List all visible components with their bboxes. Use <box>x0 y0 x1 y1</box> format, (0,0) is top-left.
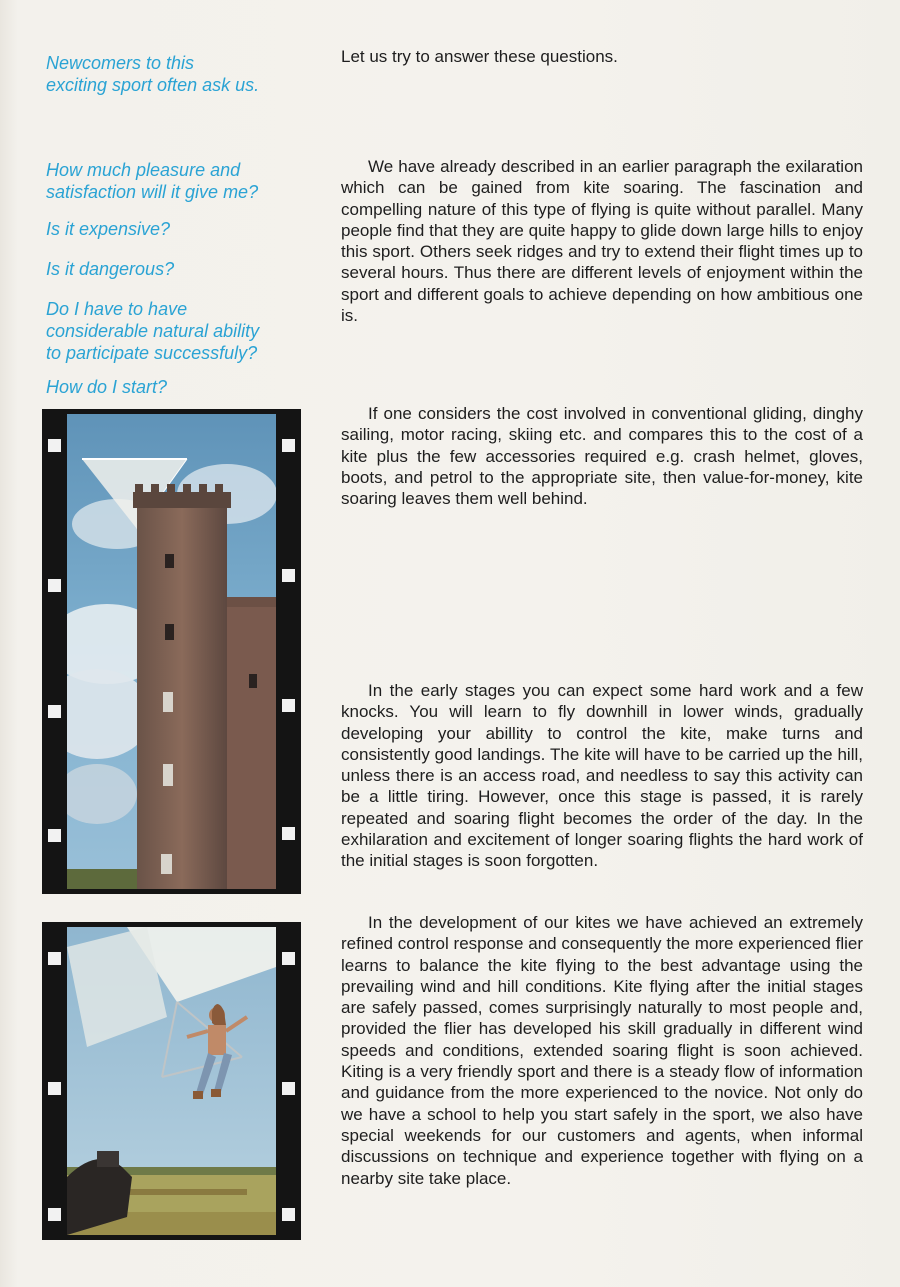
sprocket-hole <box>48 952 61 965</box>
film-strip-pilot-photo <box>42 922 301 1240</box>
sprocket-hole <box>282 827 295 840</box>
sprocket-hole <box>48 705 61 718</box>
question-expensive: Is it expensive? <box>46 219 171 239</box>
tower-photo <box>67 414 276 889</box>
question-start: How do I start? <box>46 377 168 397</box>
sprocket-hole <box>48 1082 61 1095</box>
tower-photo-illustration <box>67 414 276 889</box>
sprocket-hole <box>282 1208 295 1221</box>
sprocket-hole <box>282 1082 295 1095</box>
paragraph-pleasure: We have already described in an earlier paragraph the exilaration which can be gained from kite soaring. The fascination and compelling nature of this type of flying is quite without parallel. Many people find that they are quite happy to glide down large hills to enjoy this sport. Others seek ridges and try to extend their flight times up to several hours. Thus there are different levels of enjoyment within the sport and different goals to achieve depending on how ambitious one is. <box>341 157 863 326</box>
pilot-photo-illustration <box>67 927 276 1235</box>
sprocket-hole <box>282 952 295 965</box>
sidebar-intro: Newcomers to this exciting sport often ask us. <box>46 53 260 95</box>
sprocket-hole <box>282 439 295 452</box>
question-ability: Do I have to have considerable natural ability to participate successfuly? <box>46 299 260 363</box>
paragraph-ability: In the development of our kites we have achieved an extremely refined control response and consequently the more experienced flier learns to balance the kite flying to the best advantage using the prevailing wind and hill conditions. Kite flying after the initial stages are safely passed, comes surprisingly naturally to most people and, provided the flier has developed his skill gradually in different wind speeds and conditions, extended soaring flight is soon achieved. Kiting is a very friendly sport and there is a steady flow of information and guidance from the more experienced to the novice. Not only do we have a school to help you start safely in the sport, we also have special weekends for our customers and agents, when informal discussions on technique and experience together with flying on a nearby site take place. <box>341 913 863 1188</box>
lead-sentence: Let us try to answer these questions. <box>341 47 618 66</box>
sprocket-hole <box>48 829 61 842</box>
pilot-photo <box>67 927 276 1235</box>
question-pleasure: How much pleasure and satisfaction will it give me? <box>46 160 259 202</box>
film-strip-tower-photo <box>42 409 301 894</box>
sprocket-hole <box>282 699 295 712</box>
sprocket-hole <box>48 1208 61 1221</box>
sprocket-hole <box>48 579 61 592</box>
sprocket-hole <box>282 569 295 582</box>
sprocket-hole <box>48 439 61 452</box>
paragraph-danger: In the early stages you can expect some hard work and a few knocks. You will learn to fly downhill in lower winds, gradually developing your abillity to control the kite, make turns and consistently good landings. The kite will have to be carried up the hill, unless there is an access road, and needless to say this activity can be a little tiring. However, once this stage is passed, it is rarely repeated and soaring flight becomes the order of the day. In the exhilaration and excitement of longer soaring flights the hard work of the initial stages is soon forgotten. <box>341 681 863 871</box>
question-dangerous: Is it dangerous? <box>46 259 175 279</box>
paragraph-cost: If one considers the cost involved in conventional gliding, dinghy sailing, motor racing, skiing etc. and compares this to the cost of a kite plus the few accessories required e.g. crash helmet, gloves, boots, and petrol to the appropriate site, then value-for-money, kite soaring leaves them well behind. <box>341 404 863 509</box>
